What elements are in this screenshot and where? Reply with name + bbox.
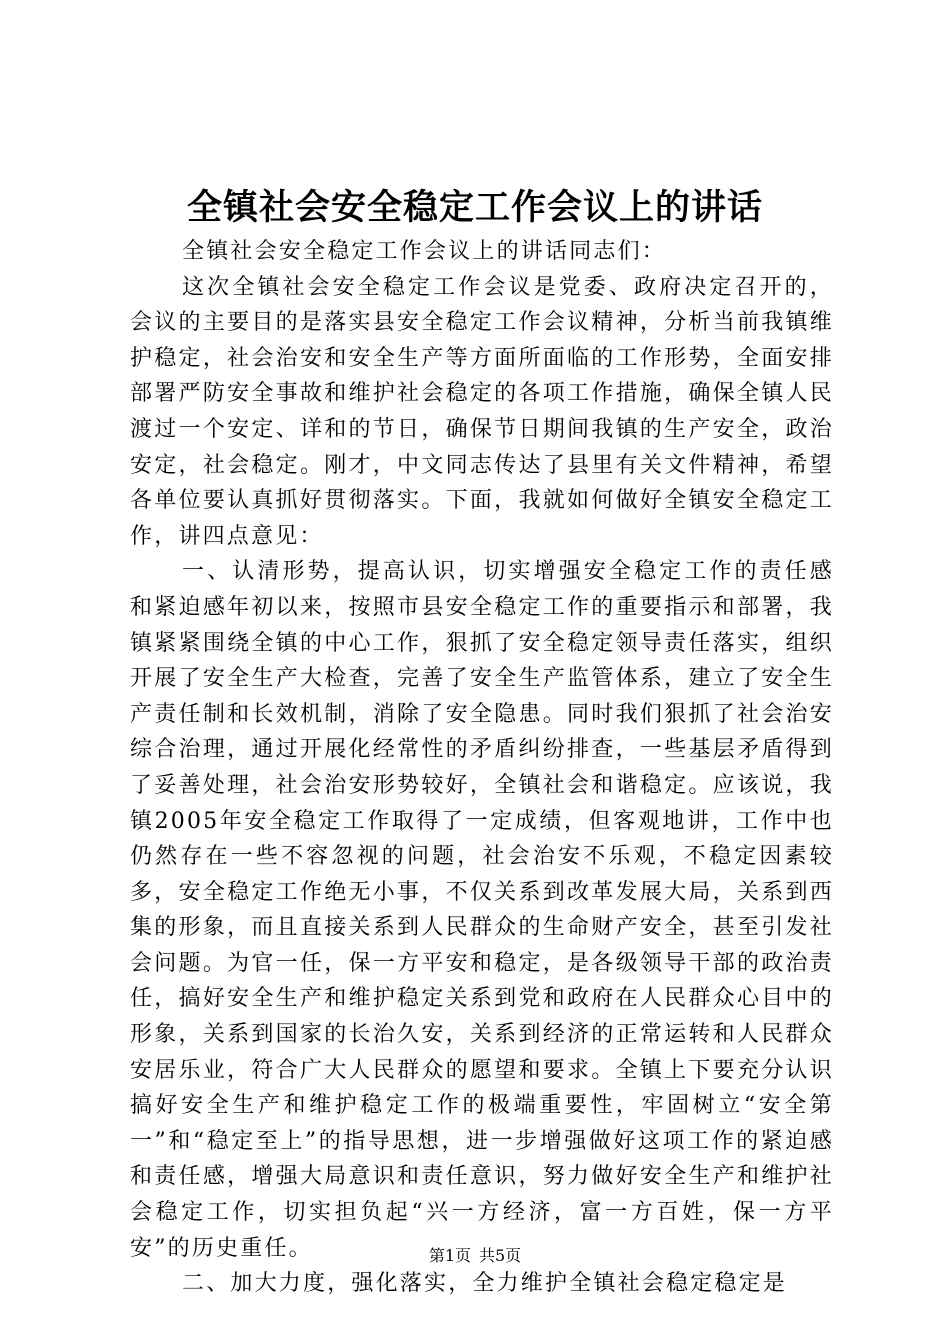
document-body [130, 234, 834, 1302]
greeting-paragraph: 全镇社会安全稳定工作会议上的讲话同志们： [182, 239, 667, 264]
intro-paragraph: 这次全镇社会安全稳定工作会议是党委、政府决定召开的，会议的主要目的是落实县安全稳定工作会议精神，分析当前我镇维护稳定，社会治安和安全生产等方面所面临的工作形势，全面安排部署严防安全事故和维护社会稳定的各项工作措施，确保全镇人民渡过一个安定、详和的节日，确保节日期间我镇的生产安全，政治安定，社会稳定。刚才，中文同志传达了县里有关文件精神，希望各单位要认真抓好贯彻落实。下面，我就如何做好全镇安全稳定工作，讲四点意见： [130, 274, 834, 549]
page-total: 共5页 [479, 1246, 522, 1265]
section-one-paragraph: 一、认清形势，提高认识，切实增强安全稳定工作的责任感和紧迫感年初以来，按照市县安全稳定工作的重要指示和部署，我镇紧紧围绕全镇的中心工作，狠抓了安全稳定领导责任落实，组织开展了安全生产大检查，完善了安全生产监管体系，建立了安全生产责任制和长效机制，消除了安全隐患。同时我们狠抓了社会治安综合治理，通过开展化经常性的矛盾纠纷排查，一些基层矛盾得到了妥善处理，社会治安形势较好，全镇社会和谐稳定。应该说，我镇2005年安全稳定工作取得了一定成绩，但客观地讲，工作中也仍然存在一些不容忽视的问题，社会治安不乐观，不稳定因素较多，安全稳定工作绝无小事，不仅关系到改革发展大局，关系到西集的形象，而且直接关系到人民群众的生命财产安全，甚至引发社会问题。为官一任，保一方平安和稳定，是各级领导干部的政治责任，搞好安全生产和维护稳定关系到党和政府在人民群众心目中的形象，关系到国家的长治久安，关系到经济的正常运转和人民群众安居乐业，符合广大人民群众的愿望和要求。全镇上下要充分认识搞好安全生产和维护稳定工作的极端重要性，牢固树立“安全第一”和“稳定至上”的指导思想，进一步增强做好这项工作的紧迫感和责任感，增强大局意识和责任意识，努力做好安全生产和维护社会稳定工作，切实担负起“兴一方经济，富一方百姓，保一方平安”的历史重任。 [130, 559, 834, 1261]
page-number: 第1页 [428, 1246, 471, 1265]
page-footer [0, 1245, 950, 1267]
section-two-paragraph: 二、加大力度，强化落实，全力维护全镇社会稳定稳定是 [182, 1271, 788, 1297]
document-title: 全镇社会安全稳定工作会议上的讲话 [186, 187, 763, 228]
